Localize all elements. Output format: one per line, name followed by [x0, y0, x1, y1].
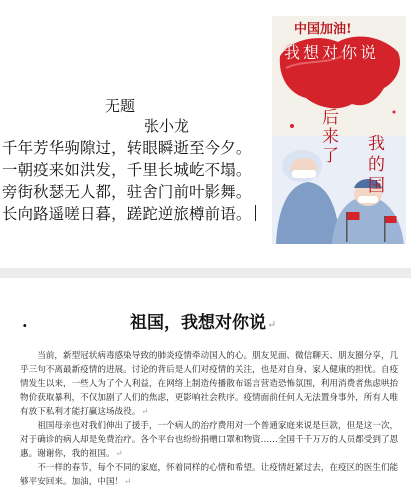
essay-paragraph-1[interactable]: [20, 349, 400, 419]
essay-body: [20, 349, 400, 489]
poem-author: 张小龙: [144, 117, 190, 135]
poem-lines: [2, 137, 272, 225]
page-separator: [0, 268, 411, 278]
poster-column-text-1: 后来了: [318, 108, 338, 165]
poem-line-1[interactable]: 千年芳华驹隙过，转眼瞬逝至今夕。: [2, 139, 252, 157]
poster-column-text-2: 我的国: [364, 134, 384, 197]
paragraph-mark-icon: ↵: [141, 407, 149, 417]
essay-title-line[interactable]: [130, 312, 276, 336]
essay-title: 祖国，我想对你说: [130, 313, 266, 333]
poster-slogan: 我想对你说: [284, 43, 380, 62]
list-bullet: ·: [22, 316, 28, 335]
paragraph-mark-icon: ↵: [115, 449, 123, 459]
essay-paragraph-2-text: 祖国母亲也对我们伸出了援手，一个病人的治疗费用对一个普通家庭来说是巨款，但是这一次，对于确诊的病人却是免费治疗。各个平台也纷纷捐赠口罩和物资……全国千千万万的人员都受到了恩惠。谢谢你，我的祖国。: [20, 421, 399, 459]
poster-image[interactable]: [272, 16, 406, 244]
text-cursor: [255, 205, 256, 221]
poem-line-4: 长向路遥嗟日暮，蹉跎逆旅樽前语。: [2, 205, 252, 223]
poem-line-3[interactable]: 旁街秋瑟无人都，驻舍门前叶影舞。: [2, 183, 252, 201]
paragraph-mark-icon: ↵: [267, 318, 277, 331]
poem-line-4-wrap[interactable]: [2, 203, 272, 225]
poem-title: 无题: [105, 97, 136, 115]
essay-paragraph-3-text: 不一样的春节，每个不同的家庭，怀着同样的心情和希望。让疫情赶紧过去，在疫区的医生们能够平安回来。加油，中国！: [20, 463, 399, 487]
paragraph-mark-icon: ↵: [124, 477, 132, 487]
document-page-bottom: [0, 278, 411, 487]
poster-header-text: 中国加油!: [294, 22, 352, 37]
essay-paragraph-1-text: 当前，新型冠状病毒感染导致的肺炎疫情牵动国人的心。朋友见面、微信聊天、朋友圈分享，几乎三句不离最新疫情的进展。讨论的背后是人们对疫情的关注，也是对自身、家人健康的担忧。自疫情发生以来，一些人为了个人利益，在网络上制造传播散布谣言营造恐怖氛围，利用消费者焦虑哄抬物价获取暴利，不仅加剧了人们的焦虑，更影响社会秩序。疫情面前任何人无法置身事外，所有人唯有放下私利才能打赢这场战役。: [20, 351, 399, 417]
poem-line-2[interactable]: 一朝疫来如洪发，千里长城屹不塌。: [2, 161, 252, 179]
essay-paragraph-2[interactable]: [20, 419, 400, 461]
essay-paragraph-3[interactable]: [20, 461, 400, 489]
